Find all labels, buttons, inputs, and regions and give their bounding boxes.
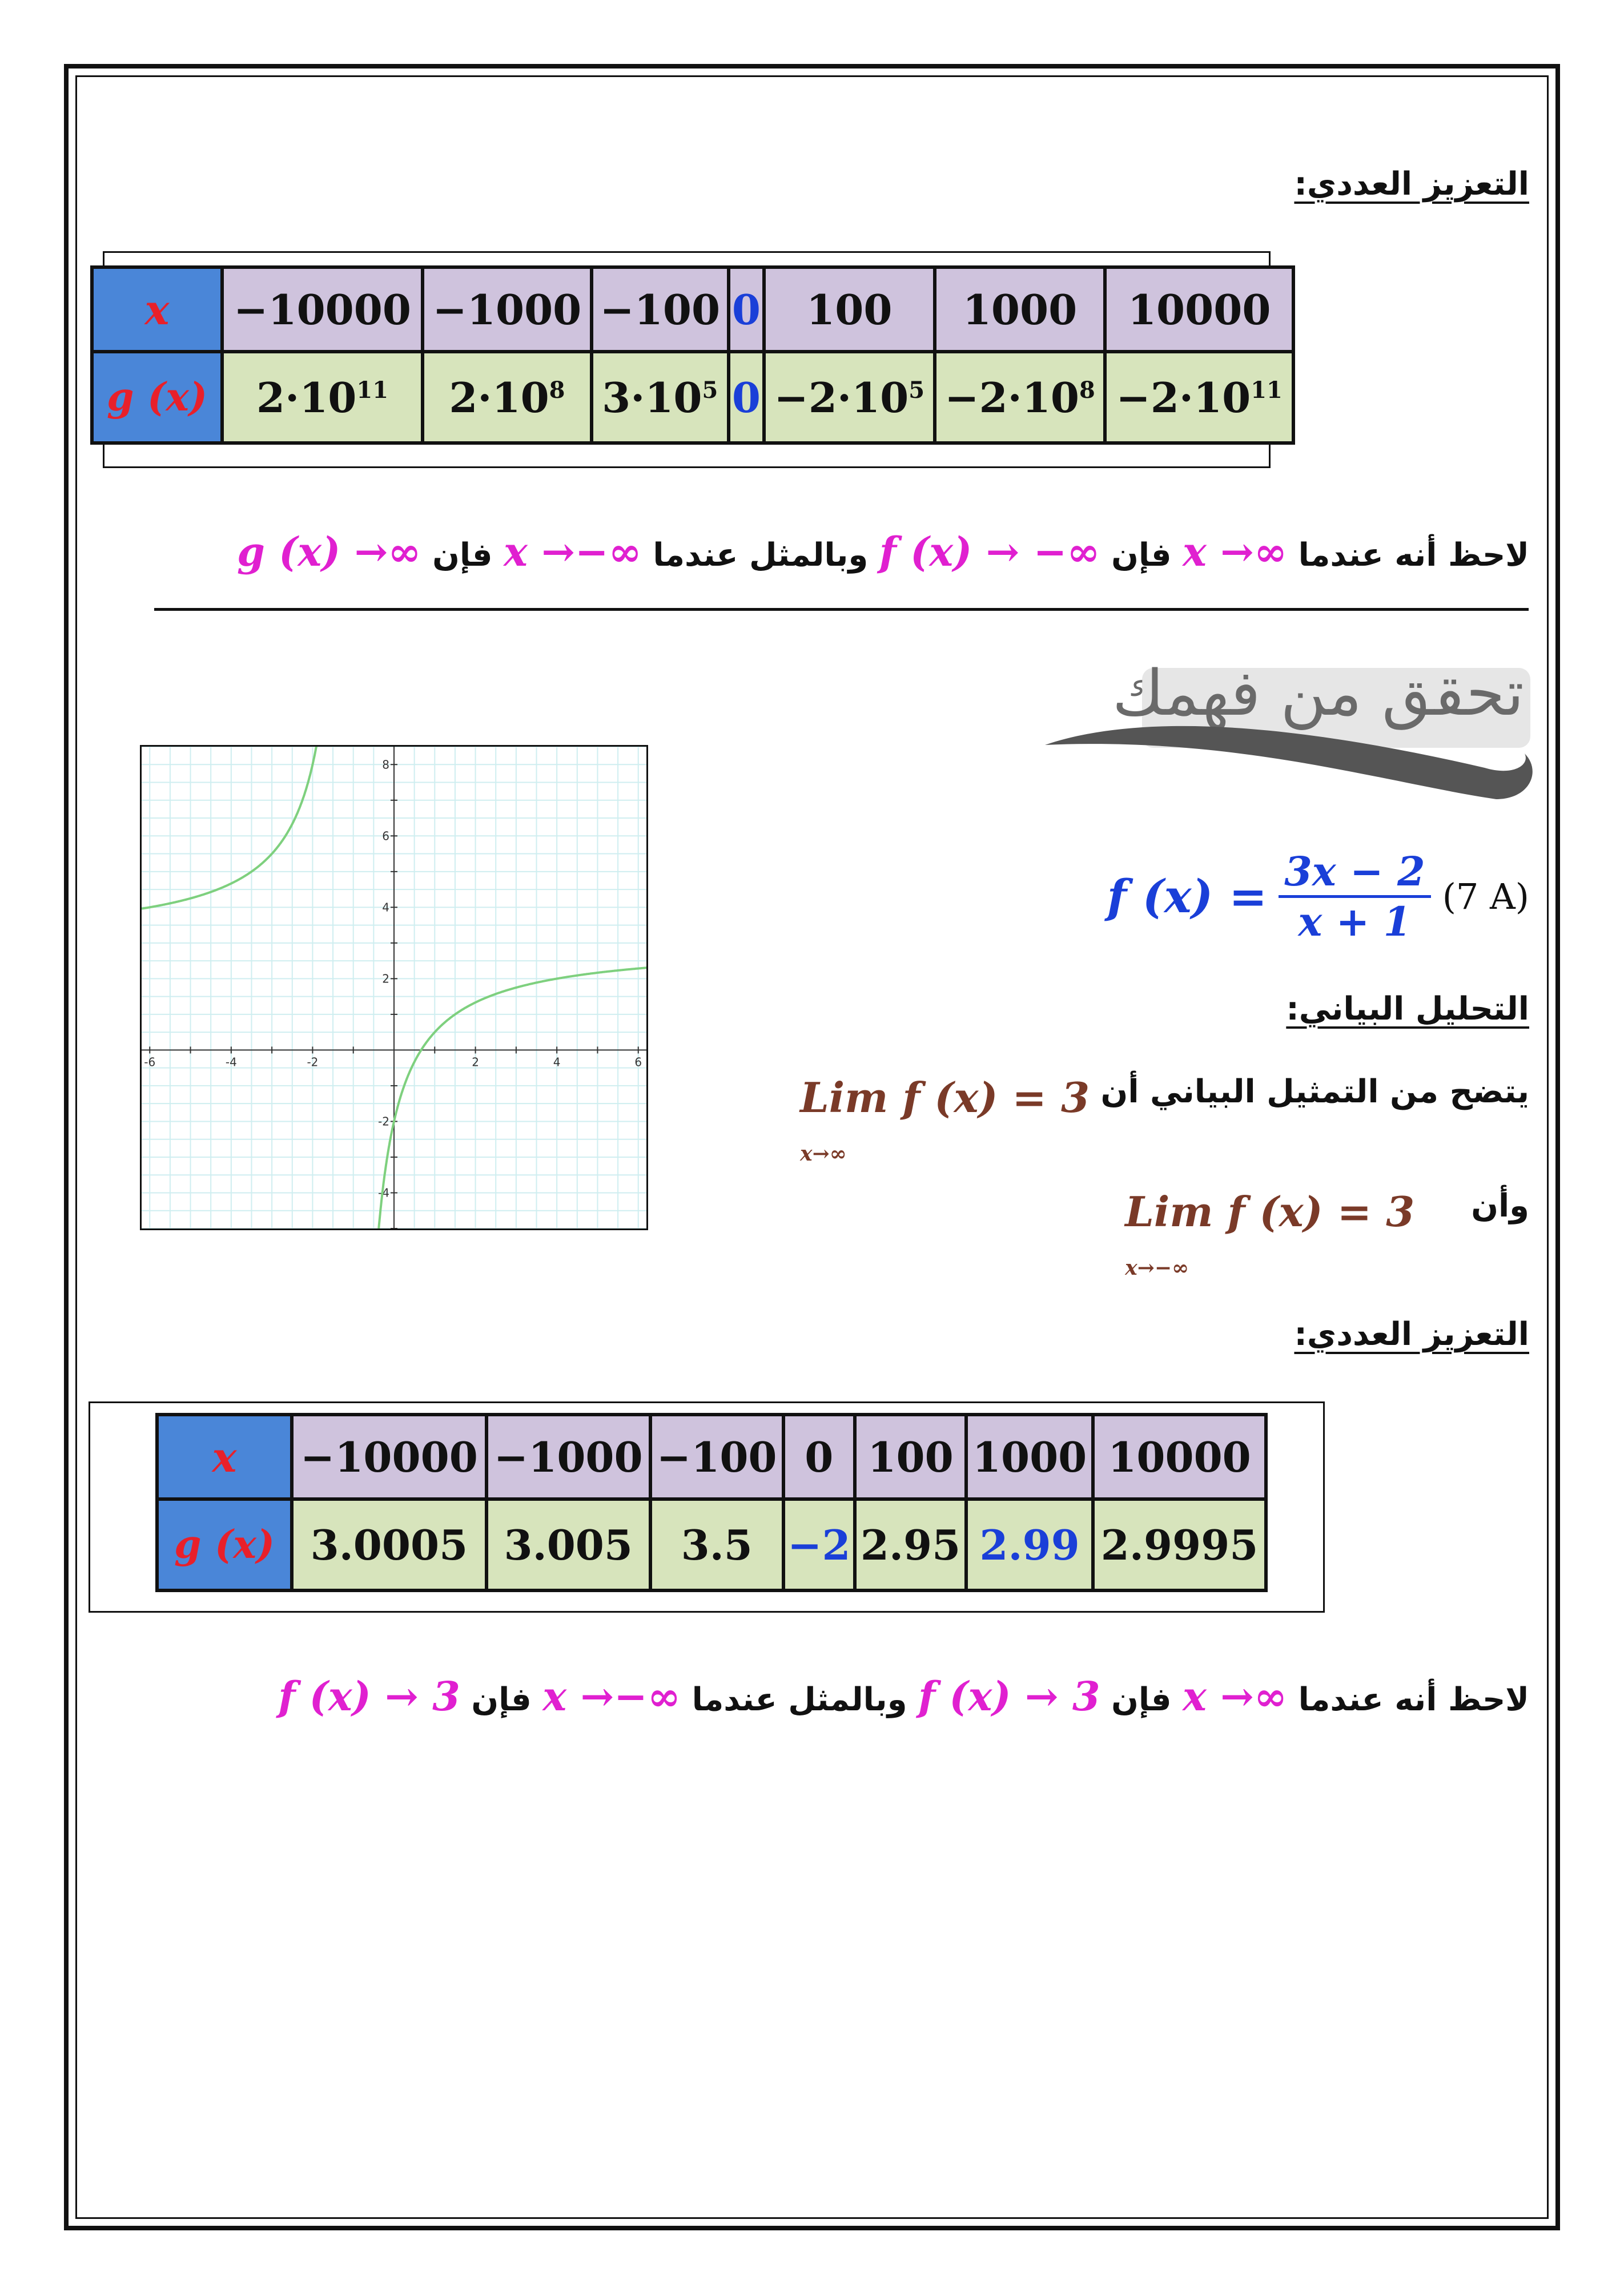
check-understanding-logo: تحقق من فهمك	[1112, 656, 1524, 730]
gx-value-cell: −2	[783, 1499, 855, 1590]
table-1	[90, 265, 1295, 445]
graph-canvas	[142, 747, 646, 1228]
gx-header-cell: g (x)	[92, 352, 222, 443]
table-2	[155, 1413, 1268, 1592]
gx-value-cell: 2.95	[855, 1499, 966, 1590]
x-tick-label: -2	[307, 1055, 319, 1069]
function-lhs: f (x) =	[1107, 869, 1268, 923]
gx-value-cell: $2\cdot 10^{11}$	[222, 352, 423, 443]
observation-note-2: لاحظ أنه عندما x →∞ فإن f (x) → 3 وبالمثل عندما x →−∞ فإن f (x) → 3	[278, 1673, 1529, 1720]
function-graph	[140, 745, 648, 1230]
y-tick-label: 2	[382, 972, 389, 986]
gx-value-cell: $-2\cdot 10^{11}$	[1105, 352, 1293, 443]
gx-value-cell: $-2\cdot 10^5$	[764, 352, 935, 443]
y-tick-label: 6	[382, 829, 389, 843]
gx-value-cell: 2.99	[966, 1499, 1093, 1590]
gx-value-cell: 3.005	[487, 1499, 650, 1590]
limit-statement-1: يتضح من التمثيل البياني أن Lim f (x) = 3 x→∞	[800, 1073, 1529, 1166]
gx-value-cell: 0	[729, 352, 764, 443]
function-definition	[1107, 839, 1529, 953]
gx-header-cell: g (x)	[157, 1499, 292, 1590]
y-tick-label: -4	[378, 1186, 389, 1200]
gx-value-cell: 3.5	[650, 1499, 783, 1590]
x-value-cell: 100	[855, 1415, 966, 1499]
x-value-cell: 0	[729, 267, 764, 352]
gx-value-cell: $-2\cdot 10^8$	[935, 352, 1106, 443]
x-tick-label: -6	[144, 1055, 156, 1069]
numeric-reinforcement-heading-1: التعزيز العددي:	[1294, 166, 1529, 203]
x-tick-label: 4	[553, 1055, 561, 1069]
gx-value-cell: 3.0005	[292, 1499, 487, 1590]
x-value-cell: −100	[650, 1415, 783, 1499]
y-tick-label: 8	[382, 758, 389, 772]
x-tick-label: 6	[634, 1055, 642, 1069]
curve-left-branch	[142, 747, 326, 909]
x-value-cell: −1000	[487, 1415, 650, 1499]
numeric-reinforcement-heading-2: التعزيز العددي:	[1294, 1316, 1529, 1353]
x-value-cell: 1000	[935, 267, 1106, 352]
x-value-cell: 100	[764, 267, 935, 352]
numerator: 3x − 2	[1284, 847, 1425, 895]
observation-note-1: لاحظ أنه عندما x →∞ فإن f (x) → −∞ وبالمثل عندما x →−∞ فإن g (x) →∞	[236, 528, 1529, 575]
y-tick-label: 4	[382, 900, 389, 915]
x-tick-label: -4	[225, 1055, 237, 1069]
horizontal-rule	[154, 608, 1529, 611]
limit-statement-2: وأن Lim f (x) = 3 x→−∞	[1125, 1187, 1529, 1280]
y-tick-label: -2	[378, 1114, 389, 1129]
graph-analysis-heading: التحليل البياني:	[1286, 990, 1529, 1028]
problem-label: (7 A)	[1442, 875, 1529, 917]
x-tick-label: 2	[472, 1055, 479, 1069]
x-value-cell: −10000	[292, 1415, 487, 1499]
denominator: x + 1	[1298, 897, 1412, 945]
gx-value-cell: $2\cdot 10^8$	[423, 352, 592, 443]
fraction	[1279, 848, 1431, 945]
x-header-cell: x	[92, 267, 222, 352]
x-value-cell: −100	[592, 267, 729, 352]
x-value-cell: −1000	[423, 267, 592, 352]
x-value-cell: −10000	[222, 267, 423, 352]
x-value-cell: 10000	[1105, 267, 1293, 352]
x-value-cell: 1000	[966, 1415, 1093, 1499]
gx-value-cell: 2.9995	[1093, 1499, 1266, 1590]
logo-swoosh-icon	[1039, 714, 1542, 811]
gx-value-cell: $3\cdot 10^5$	[592, 352, 729, 443]
x-value-cell: 0	[783, 1415, 855, 1499]
x-header-cell: x	[157, 1415, 292, 1499]
x-value-cell: 10000	[1093, 1415, 1266, 1499]
